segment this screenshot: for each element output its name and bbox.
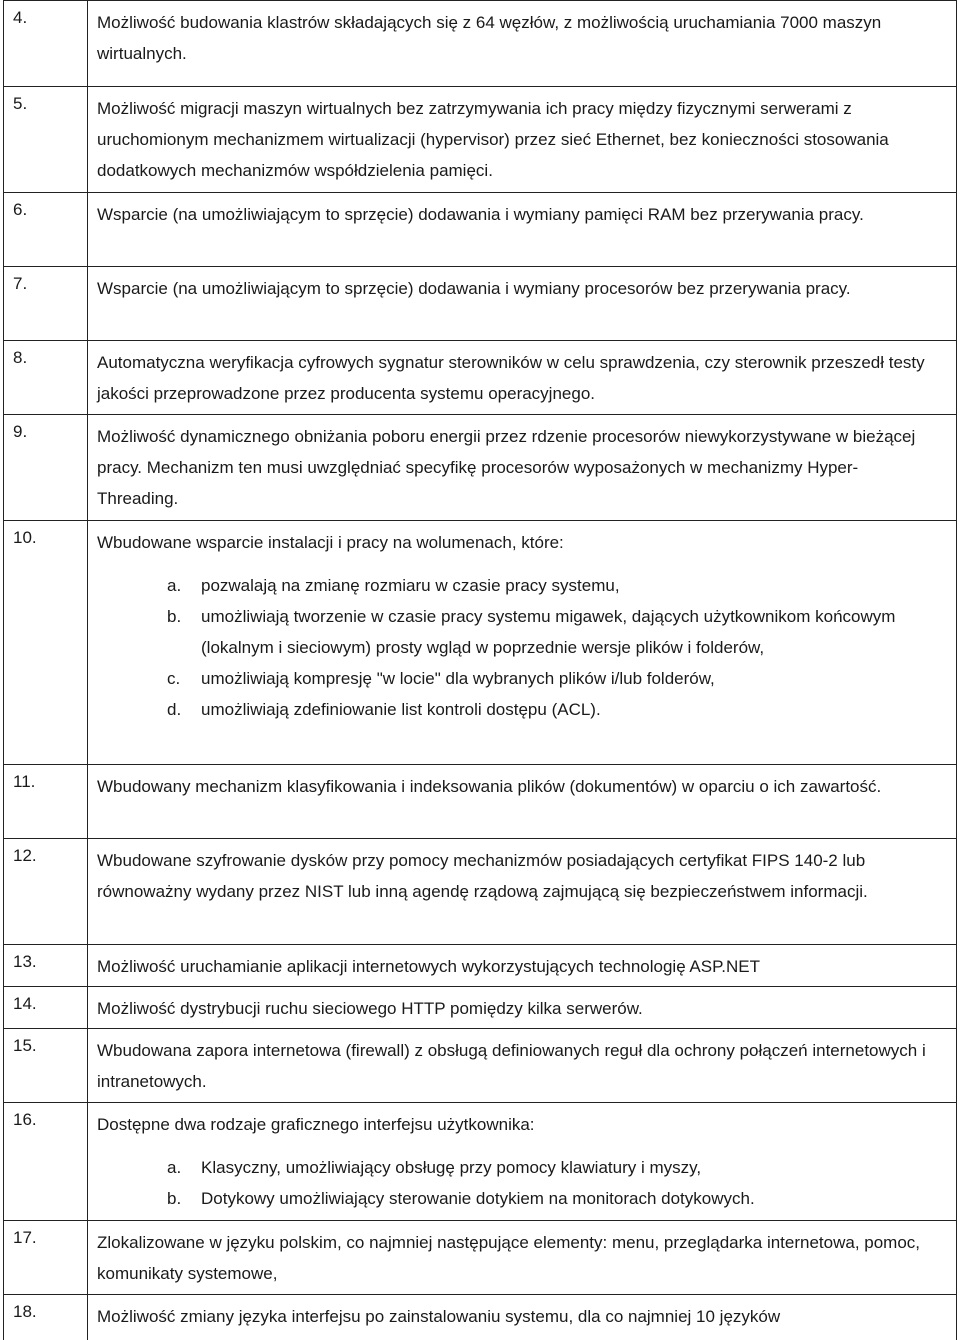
table-row (3, 764, 957, 838)
row-text: Zlokalizowane w języku polskim, co najmniej następujące elementy: menu, przeglądarka internetowa, pomoc, komunikaty systemowe, (97, 1233, 921, 1283)
list-letter: b. (167, 1189, 182, 1208)
row-number: 5. (13, 94, 28, 113)
table-row (3, 192, 957, 266)
row-number: 13. (13, 952, 37, 971)
row-text: Możliwość uruchamianie aplikacji internetowych wykorzystujących technologię ASP.NET (97, 957, 760, 976)
row-content (97, 1109, 935, 1214)
list-letter: c. (167, 669, 181, 688)
row-text: Wbudowane wsparcie instalacji i pracy na wolumenach, które: (97, 533, 564, 552)
list-item (97, 1152, 935, 1183)
list-item (97, 1183, 935, 1214)
list-letter: d. (167, 700, 182, 719)
table-row (3, 986, 957, 1028)
table-row (3, 0, 957, 86)
list-text: Klasyczny, umożliwiający obsługę przy pomocy klawiatury i myszy, (201, 1158, 702, 1177)
row-text: Wbudowany mechanizm klasyfikowania i indeksowania plików (dokumentów) w oparciu o ich zawartość. (97, 777, 882, 796)
row-text: Automatyczna weryfikacja cyfrowych sygnatur sterowników w celu sprawdzenia, czy sterownik przeszedł testy jakości przeprowadzone przez producenta systemu operacyjnego. (97, 353, 925, 403)
row-text: Wbudowana zapora internetowa (firewall) z obsługą definiowanych reguł dla ochrony połączeń internetowych i intranetowych. (97, 1041, 926, 1091)
row-number: 9. (13, 422, 28, 441)
row-content (97, 527, 935, 725)
row-number: 17. (13, 1228, 37, 1247)
table-row (3, 340, 957, 414)
row-text: Dostępne dwa rodzaje graficznego interfejsu użytkownika: (97, 1115, 535, 1134)
row-number: 6. (13, 200, 28, 219)
list-letter: a. (167, 576, 182, 595)
table-row (3, 520, 957, 764)
table-row (3, 1102, 957, 1220)
row-text: Wsparcie (na umożliwiającym to sprzęcie) dodawania i wymiany procesorów bez przerywania pracy. (97, 279, 851, 298)
list-item (97, 663, 935, 694)
row-text: Możliwość migracji maszyn wirtualnych bez zatrzymywania ich pracy między fizycznymi serwerami z uruchomionym mechanizmem wirtualizacji (hypervisor) przez sieć Ethernet, bez konieczności stosowania dodatkowych mechanizmów współdzielenia pamięci. (97, 99, 889, 180)
list-text: umożliwiają zdefiniowanie list kontroli dostępu (ACL). (201, 700, 601, 719)
row-text: Wsparcie (na umożliwiającym to sprzęcie) dodawania i wymiany pamięci RAM bez przerywania pracy. (97, 205, 864, 224)
table-row (3, 838, 957, 944)
table-row (3, 86, 957, 192)
list-text: pozwalają na zmianę rozmiaru w czasie pracy systemu, (201, 576, 620, 595)
row-number: 11. (13, 772, 36, 791)
table-row (3, 266, 957, 340)
list-text: umożliwiają kompresję "w locie" dla wybranych plików i/lub folderów, (201, 669, 715, 688)
list-item (97, 570, 935, 601)
row-number: 15. (13, 1036, 37, 1055)
table-row (3, 1220, 957, 1294)
row-text: Możliwość dynamicznego obniżania poboru energii przez rdzenie procesorów niewykorzystywane w bieżącej pracy. Mechanizm ten musi uwzględniać specyfikę procesorów wyposażonych w mechanizmy Hyper-Threading. (97, 427, 916, 508)
row-number: 14. (13, 994, 37, 1013)
list-item (97, 601, 935, 663)
list-item (97, 694, 935, 725)
row-number: 7. (13, 274, 28, 293)
row-text: Możliwość budowania klastrów składających się z 64 węzłów, z możliwością uruchamiania 7000 maszyn wirtualnych. (97, 13, 882, 63)
row-number: 16. (13, 1110, 37, 1129)
list-text: Dotykowy umożliwiający sterowanie dotykiem na monitorach dotykowych. (201, 1189, 755, 1208)
table-row (3, 1028, 957, 1102)
row-number: 10. (13, 528, 37, 547)
row-number: 18. (13, 1302, 37, 1321)
table-row (3, 414, 957, 520)
row-number: 8. (13, 348, 28, 367)
list-letter: b. (167, 607, 182, 626)
row-text: Możliwość dystrybucji ruchu sieciowego HTTP pomiędzy kilka serwerów. (97, 999, 643, 1018)
row-number: 4. (13, 8, 28, 27)
list-letter: a. (167, 1158, 182, 1177)
list-text: umożliwiają tworzenie w czasie pracy systemu migawek, dających użytkownikom końcowym (lokalnym i sieciowym) prosty wgląd w poprzednie wersje plików i folderów, (201, 607, 896, 657)
row-text: Wbudowane szyfrowanie dysków przy pomocy mechanizmów posiadających certyfikat FIPS 140-2 lub równoważny wydany przez NIST lub inną agendę rządową zajmującą się bezpieczeństwem informacji. (97, 851, 868, 901)
row-text: Możliwość zmiany języka interfejsu po zainstalowaniu systemu, dla co najmniej 10 języków (97, 1307, 781, 1326)
table-row (3, 1294, 957, 1340)
requirements-table (3, 0, 957, 1340)
table-row (3, 944, 957, 986)
row-number: 12. (13, 846, 37, 865)
